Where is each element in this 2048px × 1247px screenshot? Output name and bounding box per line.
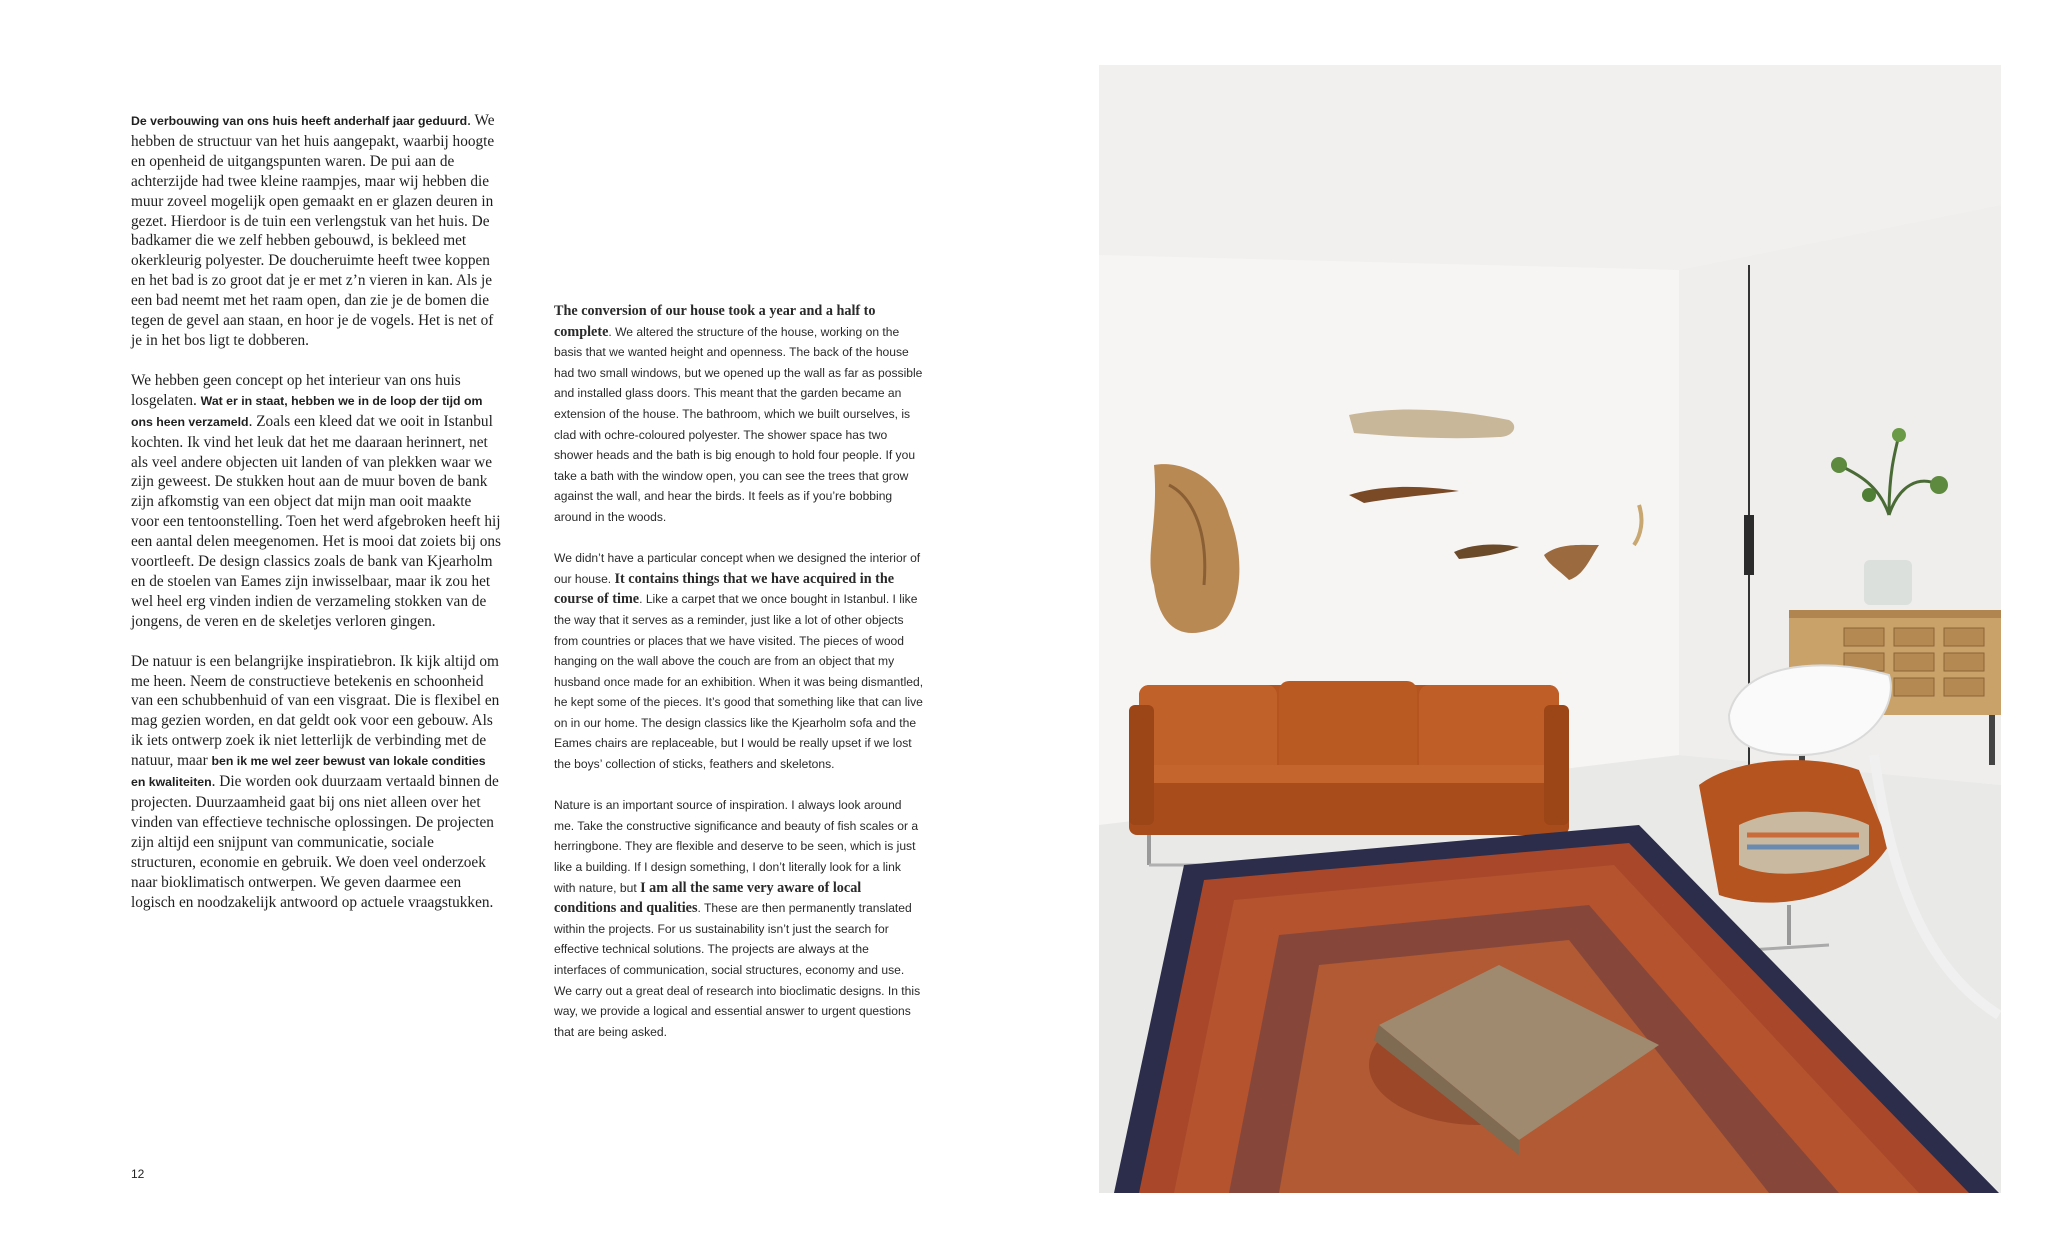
english-highlight-bold: It contains things that we have acquired in the course of time bbox=[554, 570, 895, 608]
english-paragraph-1: The conversion of our house took a year and a half to complete. We altered the structure of the house, working on the basis that we wanted height and openness. The back of the house had two small windows, but we opened up the wall as far as possible and installed glass doors. This meant that the garden became an extension of the house. The bathroom, which we built ourselves, is clad with ochre-coloured polyester. The shower space has two shower heads and the bath is big enough to hold four people. If you take a bath with the window open, you can see the trees that grow against the wall, and hear the birds. It feels as if you’re bobbing around in the woods. bbox=[554, 303, 923, 524]
dutch-paragraph-1: De verbouwing van ons huis heeft anderhalf jaar geduurd. We hebben de structuur van het huis aangepakt, waarbij hoogte en openheid de uitgangspunten waren. De pui aan de achterzijde had twee kleine raampjes, maar wij hebben die muur zoveel mogelijk open gemaakt en er glazen deuren in gezet. Hierdoor is de tuin een verlengstuk van het huis. De badkamer die we zelf hebben gebouwd, is bekleed met okerkleurig polyester. De doucheruimte heeft twee koppen en het bad is zo groot dat je er met z’n vieren in kan. Als je een bad neemt met het raam open, dan zie je de bomen die tegen de gevel aan staan, en hoor je de vogels. Het is net of je in het bos ligt te dobberen. bbox=[131, 112, 495, 349]
english-highlight-bold: I am all the same very aware of local conditions and qualities bbox=[554, 879, 862, 917]
dutch-text-column bbox=[131, 111, 501, 932]
interior-illustration bbox=[1099, 65, 2001, 1193]
dutch-paragraph-3: De natuur is een belangrijke inspiratiebron. Ik kijk altijd om me heen. Neem de constructieve betekenis en schoonheid van een schubbenhuid of van een visgraat. Die is flexibel en mag gezien worden, en dat geldt ook voor een gebouw. Als ik iets ontwerp zoek ik niet letterlijk de verbinding met de natuur, maar ben ik me wel zeer bewust van lokale condities en kwaliteiten. Die worden ook duurzaam vertaald binnen de projecten. Duurzaamheid gaat bij ons niet alleen over het vinden van effectieve technische oplossingen. De projecten zijn altijd een snijpunt van communicatie, sociale structuren, economie en gebruik. We doen veel onderzoek naar bioklimatisch ontwerpen. We geven daarmee een logisch en noodzakelijk antwoord op actuele vraagstukken. bbox=[131, 652, 500, 911]
interior-photo bbox=[1099, 65, 2001, 1193]
dutch-paragraph-2: We hebben geen concept op het interieur van ons huis losgelaten. Wat er in staat, hebben we in de loop der tijd om ons heen verzameld. Zoals een kleed dat we ooit in Istanbul kochten. Ik vind het leuk dat het me daaraan herinnert, net als veel andere objecten uit landen of van plekken waar we zijn geweest. De stukken hout aan de muur boven de bank zijn afkomstig van een object dat mijn man ooit maakte voor een tentoonstelling. Toen het werd afgebroken heeft hij een aantal delen meegenomen. Het is mooi dat zoiets bij ons voortleeft. De design classics zoals de bank van Kjearholm en de stoelen van Eames zijn inwisselbaar, maar ik zou het wel heel erg vinden indien de verzameling stokken van de jongens, de veren en de skeletjes verloren gingen. bbox=[131, 371, 501, 630]
dutch-lead-bold: De verbouwing van ons huis heeft anderhalf jaar geduurd bbox=[131, 114, 468, 128]
dutch-highlight-bold: Wat er in staat, hebben we in de loop der tijd om ons heen verzameld bbox=[131, 393, 483, 429]
english-text-column bbox=[554, 301, 924, 1063]
english-paragraph-2: We didn’t have a particular concept when we designed the interior of our house. It contains things that we have acquired in the course of time. Like a carpet that we once bought in Istanbul. I like the way that it serves as a reminder, just like a lot of other objects from countries or places that we have visited. The pieces of wood hanging on the wall above the couch are from an object that my husband once made for an exhibition. When it was being dismantled, he kept some of the pieces. It’s good that something like that can live on in our home. The design classics like the Kjearholm sofa and the Eames chairs are replaceable, but I would be really upset if we lost the boys’ collection of sticks, feathers and skeletons. bbox=[554, 551, 924, 772]
page-number: 12 bbox=[131, 1167, 145, 1181]
english-paragraph-3: Nature is an important source of inspiration. I always look around me. Take the constructive significance and beauty of fish scales or a herringbone. They are flexible and deserve to be seen, which is just like a building. If I design something, I don’t literally look for a link with nature, but I am all the same very aware of local conditions and qualities. These are then permanently translated within the projects. For us sustainability isn’t just the search for effective technical solutions. The projects are always at the interfaces of communication, social structures, economy and use. We carry out a great deal of research into bioclimatic designs. In this way, we provide a logical and essential answer to urgent questions that are being asked. bbox=[554, 798, 921, 1039]
dutch-highlight-bold: ben ik me wel zeer bewust van lokale condities en kwaliteiten bbox=[131, 754, 486, 790]
english-lead-bold: The conversion of our house took a year and a half to complete bbox=[554, 303, 876, 340]
